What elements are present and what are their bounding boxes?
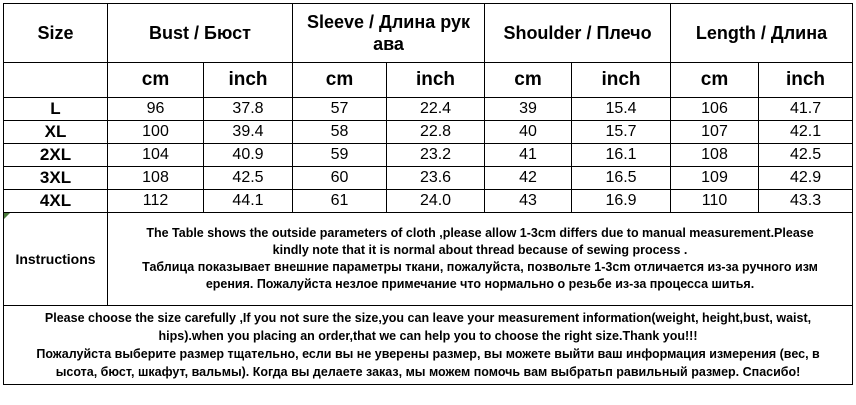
instructions-label-cell xyxy=(4,213,108,306)
table-cell: 108 xyxy=(671,144,759,167)
table-cell: 58 xyxy=(293,121,387,144)
table-cell: 59 xyxy=(293,144,387,167)
table-cell: 40.9 xyxy=(204,144,293,167)
table-cell: 16.9 xyxy=(572,190,671,213)
table-cell: 37.8 xyxy=(204,98,293,121)
unit-cell: cm xyxy=(108,63,204,98)
header-row xyxy=(4,4,853,63)
comment-marker-icon xyxy=(4,213,10,219)
unit-cell: inch xyxy=(204,63,293,98)
note-line: Пожалуйста выберите размер тщательно, если вы не уверены размер, вы можете выйти ваш информация измерения (вес, в xyxy=(36,347,820,361)
table-row xyxy=(4,144,853,167)
table-cell: 106 xyxy=(671,98,759,121)
table-cell: 22.8 xyxy=(387,121,485,144)
table-cell: 104 xyxy=(108,144,204,167)
size-name: 2XL xyxy=(4,144,108,167)
table-cell: 15.4 xyxy=(572,98,671,121)
table-row xyxy=(4,98,853,121)
header-length: Length / Длина xyxy=(671,4,853,63)
table-cell: 57 xyxy=(293,98,387,121)
table-cell: 42.1 xyxy=(759,121,853,144)
table-cell: 42.5 xyxy=(759,144,853,167)
table-cell: 22.4 xyxy=(387,98,485,121)
table-cell: 42 xyxy=(485,167,572,190)
table-cell: 42.5 xyxy=(204,167,293,190)
instructions-line: ерения. Пожалуйста незлое примечание что нормально о резьбе из-за процесса шитья. xyxy=(205,277,755,291)
table-cell: 110 xyxy=(671,190,759,213)
table-cell: 23.6 xyxy=(387,167,485,190)
header-size: Size xyxy=(4,4,108,63)
size-note xyxy=(4,306,853,385)
table-cell: 108 xyxy=(108,167,204,190)
table-cell: 39 xyxy=(485,98,572,121)
size-table xyxy=(3,3,853,385)
instructions-line: kindly note that it is normal about thread because of sewing process . xyxy=(272,243,688,257)
header-bust: Bust / Бюст xyxy=(108,4,293,63)
size-name: XL xyxy=(4,121,108,144)
table-cell: 39.4 xyxy=(204,121,293,144)
table-cell: 41.7 xyxy=(759,98,853,121)
note-line: hips).when you placing an order,that we can help you to choose the right size.Thank you!!! xyxy=(158,329,698,343)
table-cell: 109 xyxy=(671,167,759,190)
table-cell: 15.7 xyxy=(572,121,671,144)
table-cell: 23.2 xyxy=(387,144,485,167)
table-cell: 107 xyxy=(671,121,759,144)
table-cell: 61 xyxy=(293,190,387,213)
instructions-line: The Table shows the outside parameters of cloth ,please allow 1-3cm differs due to manual measurement.Please xyxy=(146,226,814,240)
table-cell: 112 xyxy=(108,190,204,213)
table-cell: 41 xyxy=(485,144,572,167)
note-row xyxy=(4,306,853,385)
table-cell: 60 xyxy=(293,167,387,190)
unit-cell: inch xyxy=(759,63,853,98)
table-cell: 43.3 xyxy=(759,190,853,213)
instructions-text xyxy=(108,213,853,306)
units-blank xyxy=(4,63,108,98)
unit-cell: cm xyxy=(485,63,572,98)
table-row xyxy=(4,167,853,190)
header-sleeve: Sleeve / Длина рук ава xyxy=(293,4,485,63)
table-cell: 40 xyxy=(485,121,572,144)
table-cell: 43 xyxy=(485,190,572,213)
note-line: ысота, бюст, шкафут, вальмы). Когда вы делаете заказ, мы можем помочь вам выбратьп равильный размер. Спасибо! xyxy=(55,365,801,379)
units-row xyxy=(4,63,853,98)
table-cell: 42.9 xyxy=(759,167,853,190)
table-row xyxy=(4,121,853,144)
table-cell: 96 xyxy=(108,98,204,121)
table-cell: 100 xyxy=(108,121,204,144)
table-cell: 44.1 xyxy=(204,190,293,213)
size-name: 4XL xyxy=(4,190,108,213)
table-cell: 24.0 xyxy=(387,190,485,213)
unit-cell: inch xyxy=(572,63,671,98)
instructions-row xyxy=(4,213,853,306)
size-name: 3XL xyxy=(4,167,108,190)
header-shoulder: Shoulder / Плечо xyxy=(485,4,671,63)
table-row xyxy=(4,190,853,213)
table-cell: 16.1 xyxy=(572,144,671,167)
table-cell: 16.5 xyxy=(572,167,671,190)
instructions-line: Таблица показывает внешние параметры ткани, пожалуйста, позвольте 1-3cm отличается из-за ручного изм xyxy=(142,260,818,274)
unit-cell: inch xyxy=(387,63,485,98)
size-name: L xyxy=(4,98,108,121)
unit-cell: cm xyxy=(671,63,759,98)
instructions-label: Instructions xyxy=(15,251,96,267)
note-line: Please choose the size carefully ,If you not sure the size,you can leave your measurement information(weight, height,bust, waist, xyxy=(44,311,812,325)
unit-cell: cm xyxy=(293,63,387,98)
